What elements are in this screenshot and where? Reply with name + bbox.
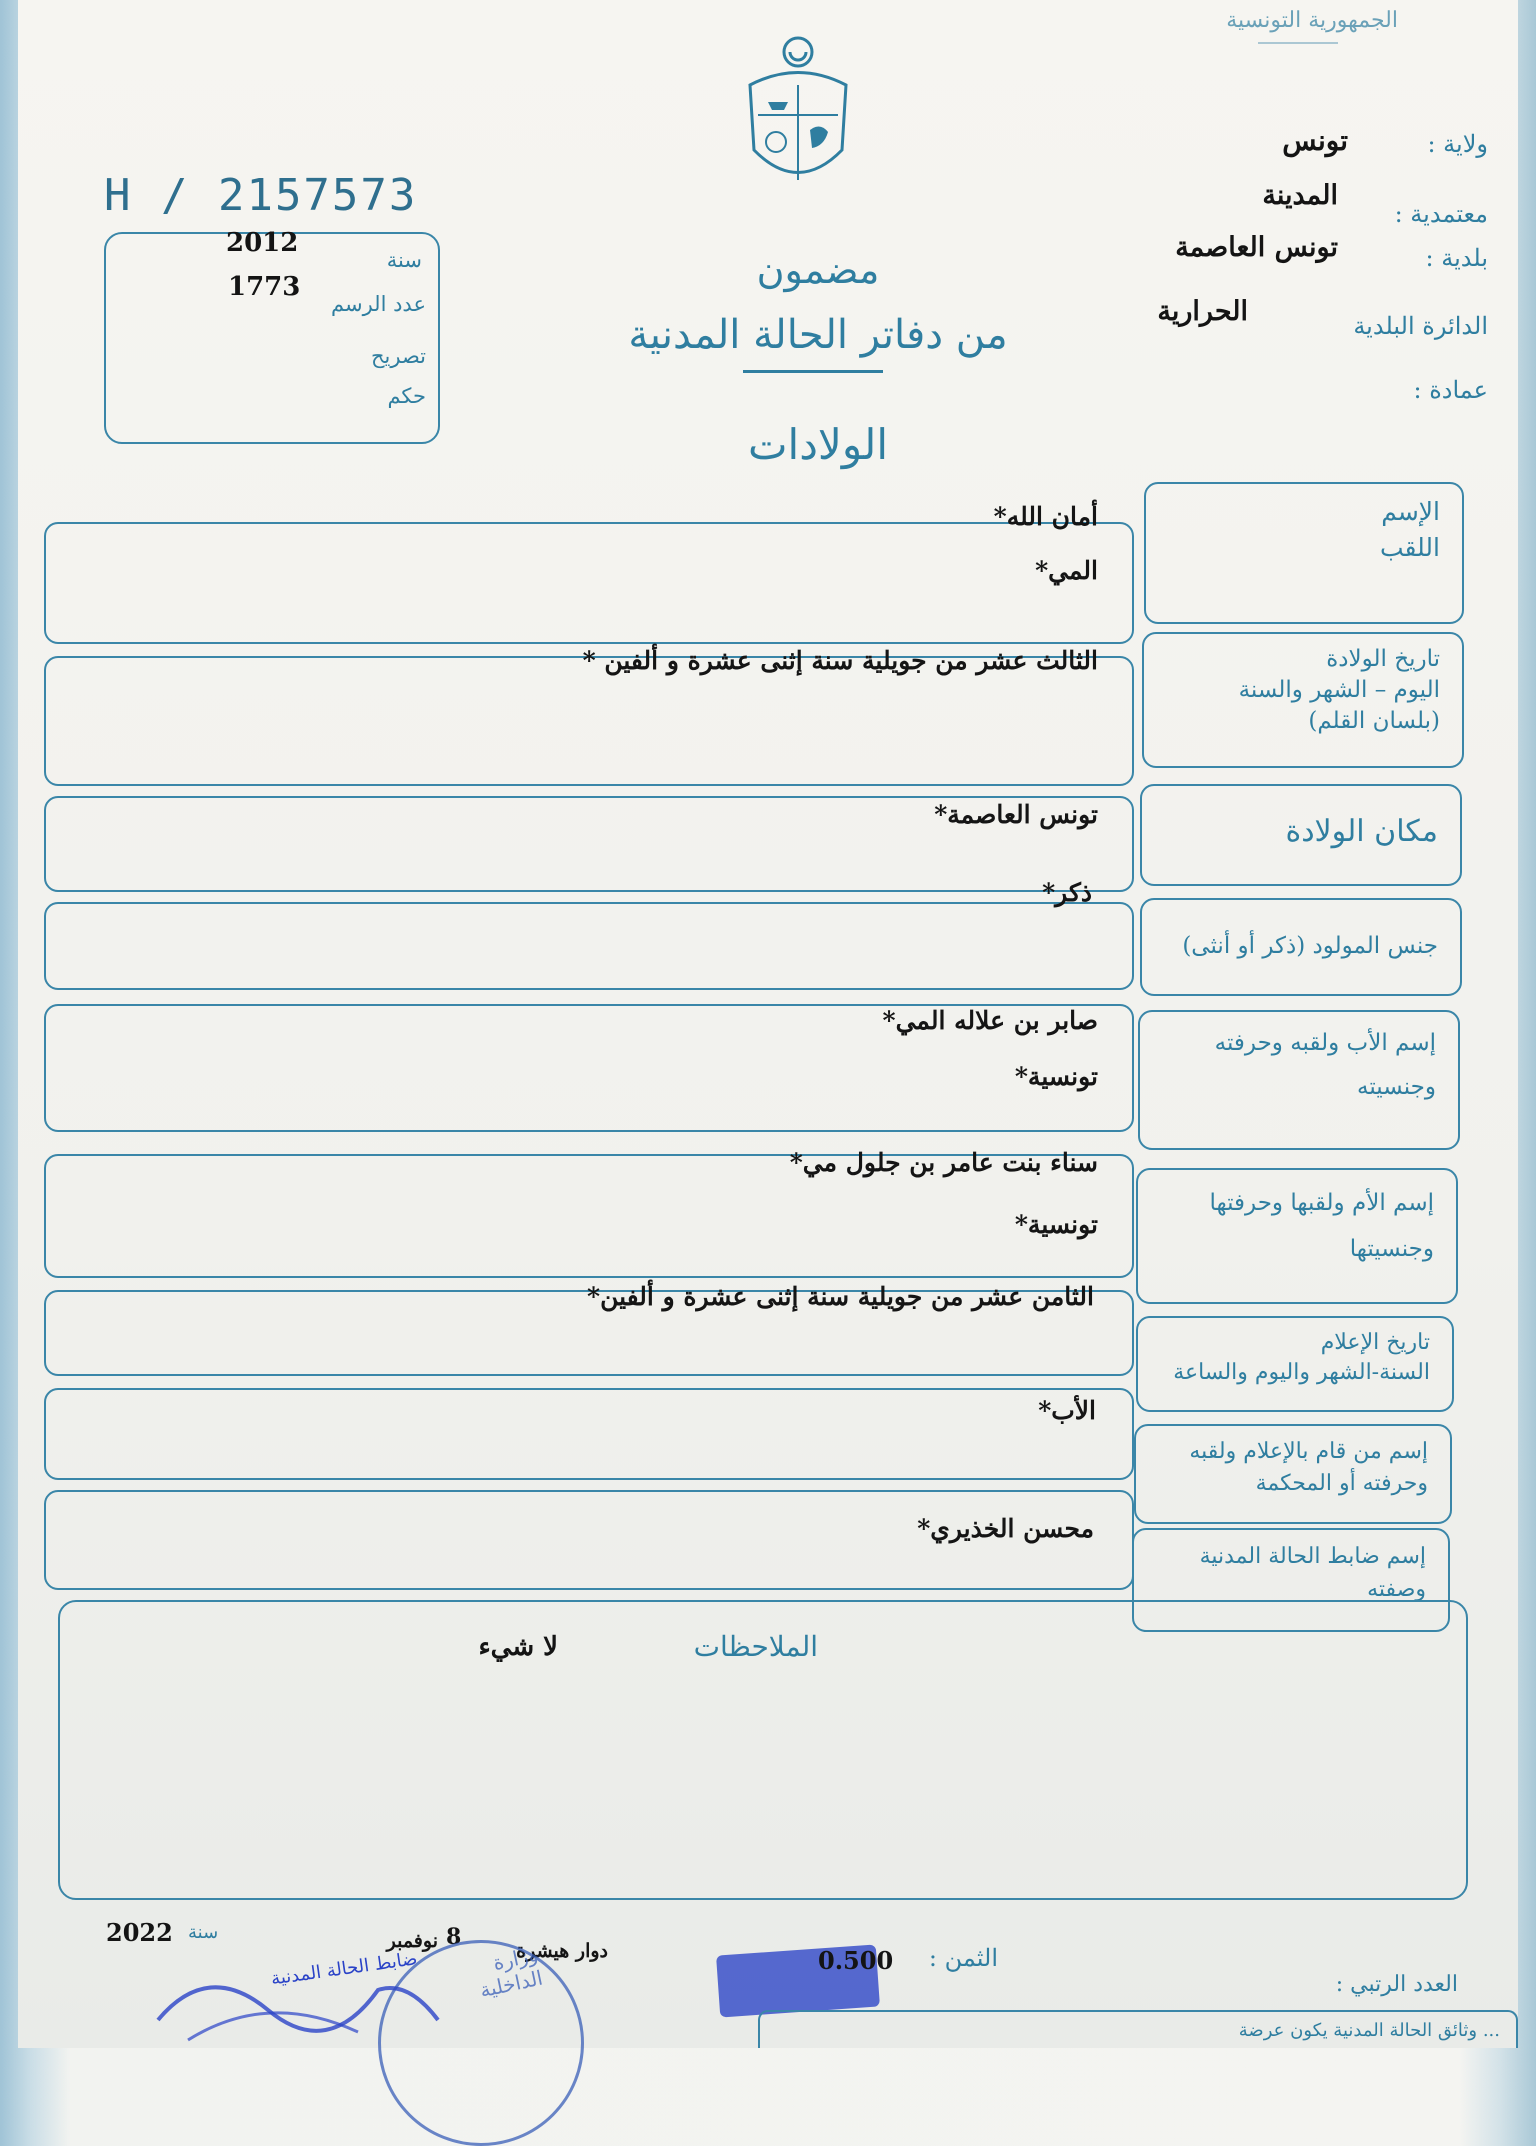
value-father-nationality: تونسية* (1014, 1062, 1098, 1091)
registry-number-value: 1773 (228, 272, 301, 302)
registry-number-label: عدد الرسم (331, 292, 426, 316)
daira-value: الحرارية (1157, 296, 1248, 327)
footer-year-label: سنة (188, 1922, 219, 1943)
mootamadia-label: معتمدية : (1394, 200, 1488, 228)
label-declarant: إسم من قام بالإعلام ولقبه وحرفته أو المحكمة (1134, 1424, 1452, 1524)
registry-year-value: 2012 (226, 228, 299, 258)
notes-value: لا شيء (478, 1632, 558, 1662)
value-box-name (44, 522, 1134, 644)
mootamadia-value: المدينة (1262, 180, 1338, 211)
price-label: الثمن : (928, 1944, 998, 1972)
value-box-declarant (44, 1388, 1134, 1480)
value-surname: المي* (1035, 556, 1098, 585)
baladia-value: تونس العاصمة (1175, 232, 1338, 263)
footer-date-day: 8 (446, 1924, 462, 1950)
title-births: الولادات (747, 420, 889, 469)
value-box-sex (44, 902, 1134, 990)
price-value: 0.500 (818, 1946, 894, 1975)
title-civil-registry (618, 312, 1018, 358)
value-mother-nationality: تونسية* (1014, 1210, 1098, 1239)
footer-date-prefix: دوار هيشرة (516, 1940, 608, 1962)
label-birth-date: تاريخ الولادة اليوم – الشهر والسنة (بلسان القلم) (1142, 632, 1464, 768)
wilaya-label: ولاية : (1427, 130, 1488, 158)
footer-year-value: 2022 (106, 1918, 173, 1947)
baladia-label: بلدية : (1425, 244, 1488, 272)
label-registrar: إسم ضابط الحالة المدنية وصفته (1132, 1528, 1450, 1632)
value-birth-place: تونس العاصمة* (934, 800, 1098, 829)
label-father: إسم الأب ولقبه وحرفته وجنسيته (1138, 1010, 1460, 1150)
stamp-text: وزارة الداخلية (477, 1942, 545, 2003)
omada-label: عمادة : (1413, 376, 1488, 404)
value-birth-date: الثالث عشر من جويلية سنة إثنى عشرة و ألفين * (582, 646, 1098, 675)
registry-declaration-label: تصريح (370, 344, 426, 368)
value-sex: ذكر* (1042, 878, 1092, 907)
footer-date-month: نوفمبر (386, 1930, 438, 1952)
serial-number: H / 2157573 (104, 170, 418, 221)
signature-text: ضابط الحالة المدنية (269, 1948, 419, 1990)
label-mother: إسم الأم ولقبها وحرفتها وجنسيتها (1136, 1168, 1458, 1304)
label-sex: جنس المولود (ذكر أو أنثى) (1140, 898, 1462, 996)
footer-band: ... وثائق الحالة المدنية يكون عرضة (758, 2010, 1518, 2048)
value-first-name: أمان الله* (993, 502, 1098, 531)
republic-header: الجمهورية التونسية (1226, 8, 1398, 33)
value-box-birth-date (44, 656, 1134, 786)
republic-underline (1258, 42, 1338, 44)
notes-label: الملاحظات (693, 1630, 818, 1663)
registry-judgment-label: حكم (387, 384, 426, 408)
registry-year-label: سنة (386, 248, 422, 272)
daira-label: الدائرة البلدية (1353, 312, 1488, 340)
value-father-name: صابر بن علاله المي* (882, 1006, 1098, 1035)
wilaya-value: تونس (1282, 124, 1348, 157)
label-birth-place: مكان الولادة (1140, 784, 1462, 886)
value-registrar: محسن الخذيري* (917, 1514, 1094, 1543)
value-declaration-date: الثامن عشر من جويلية سنة إثنى عشرة و ألفين* (587, 1282, 1094, 1311)
coat-of-arms-icon (738, 30, 858, 200)
title-underline (743, 370, 883, 373)
value-mother-name: سناء بنت عامر بن جلول مي* (789, 1148, 1098, 1177)
footer-serial-label: العدد الرتبي : (1335, 1972, 1458, 1997)
title-extract: مضمون (756, 248, 880, 292)
label-declaration-date: تاريخ الإعلام السنة-الشهر واليوم والساعة (1136, 1316, 1454, 1412)
title-civil-registry-text: من دفاتر الحالة المدنية (628, 312, 1008, 358)
birth-certificate-sheet (18, 0, 1518, 2048)
value-declarant: الأب* (1038, 1396, 1096, 1425)
registry-box (104, 228, 440, 444)
label-name: الإسم اللقب (1144, 482, 1464, 624)
